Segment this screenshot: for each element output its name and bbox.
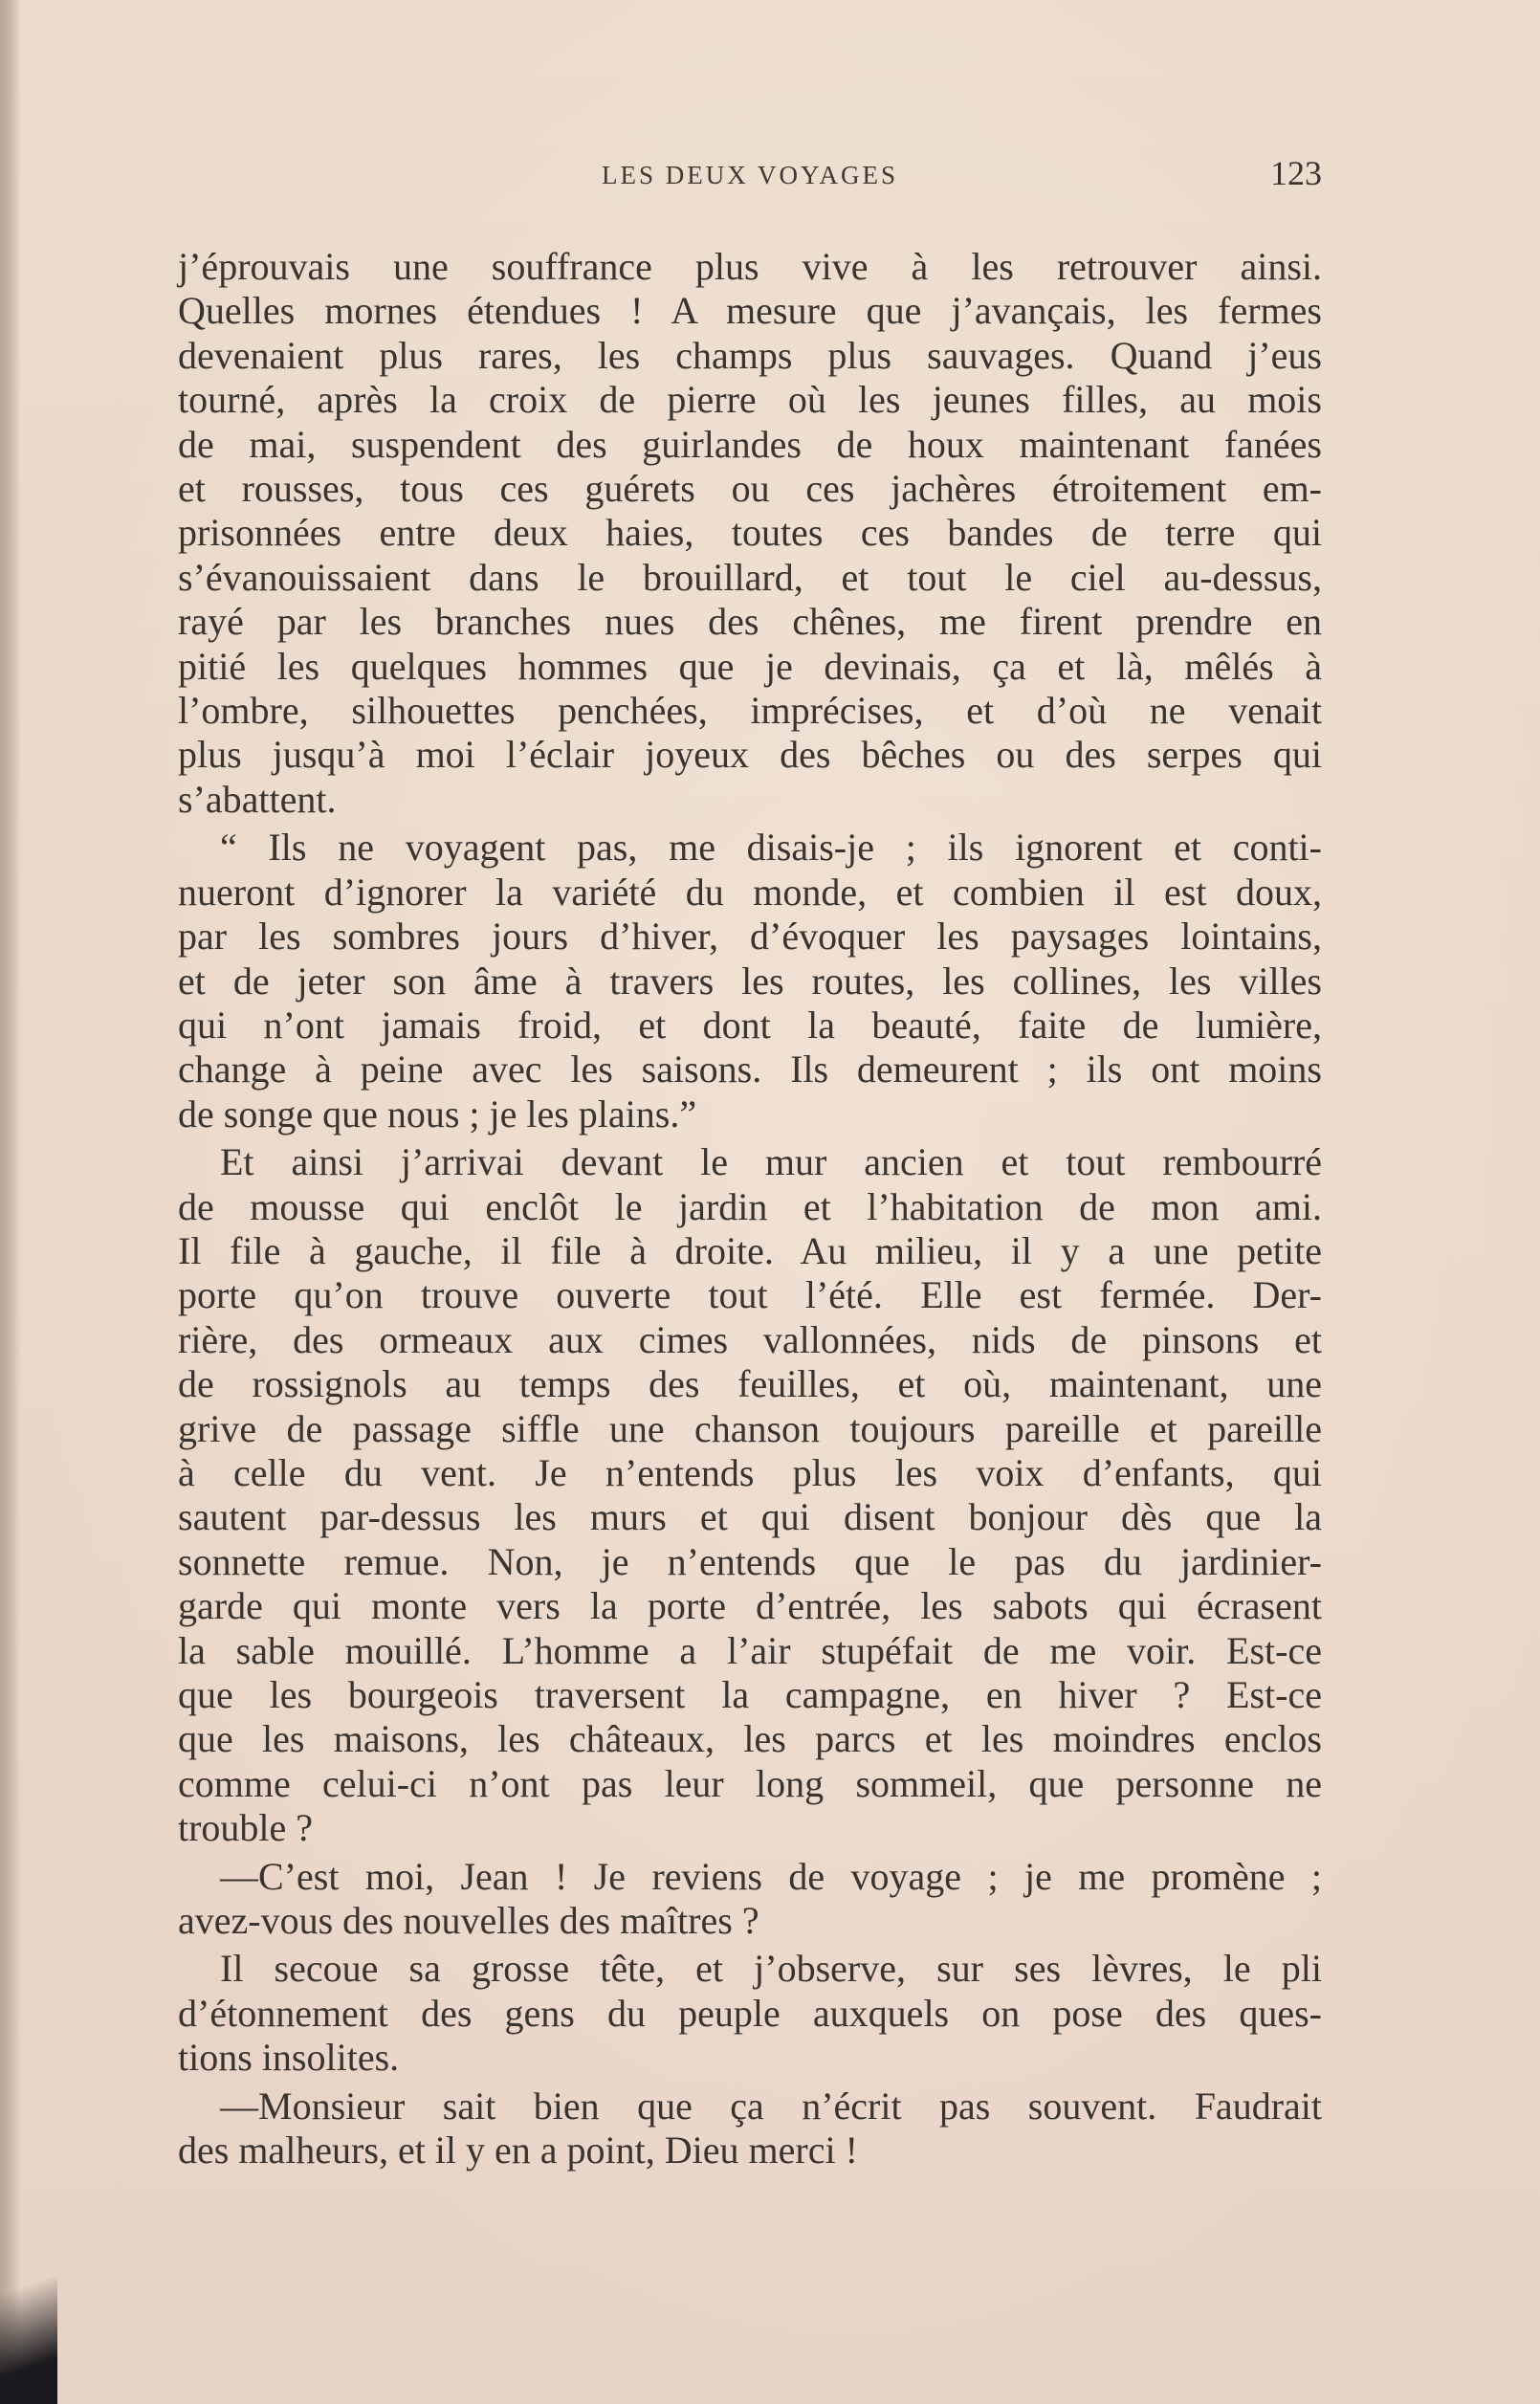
text-line: d’étonnement des gens du peuple auxquels on pose des ques- <box>178 1991 1322 2035</box>
text-line: rayé par les branches nues des chênes, me firent prendre en <box>178 600 1322 644</box>
text-line: “ Ils ne voyagent pas, me disais-je ; ils ignorent et conti- <box>220 826 1322 870</box>
text-line: sonnette remue. Non, je n’entends que le pas du jardinier- <box>178 1539 1322 1583</box>
text-line: que les maisons, les châteaux, les parcs et les moindres enclos <box>178 1717 1322 1761</box>
text-line: —C’est moi, Jean ! Je reviens de voyage ; je me promène ; <box>220 1854 1322 1898</box>
paragraph <box>178 1140 1322 1851</box>
text-line: —Monsieur sait bien que ça n’écrit pas souvent. Faudrait <box>220 2084 1322 2128</box>
text-line: de songe que nous ; je les plains.” <box>178 1092 697 1136</box>
paragraph <box>178 2084 1322 2173</box>
text-line: garde qui monte vers la porte d’entrée, les sabots qui écrasent <box>178 1584 1322 1628</box>
text-line: devenaient plus rares, les champs plus sauvages. Quand j’eus <box>178 333 1322 377</box>
text-line: nueront d’ignorer la variété du monde, et combien il est doux, <box>178 870 1322 914</box>
text-line: la sable mouillé. L’homme a l’air stupéfait de me voir. Est-ce <box>178 1628 1322 1672</box>
paragraph <box>178 1947 1322 2080</box>
text-line: de mai, suspendent des guirlandes de houx maintenant fanées <box>178 422 1322 466</box>
text-line: change à peine avec les saisons. Ils demeurent ; ils ont moins <box>178 1048 1322 1092</box>
text-line: Il secoue sa grosse tête, et j’observe, sur ses lèvres, le pli <box>220 1947 1322 1991</box>
running-title: LES DEUX VOYAGES <box>601 161 898 189</box>
page-spine-shadow <box>0 0 21 2404</box>
text-line: l’ombre, silhouettes penchées, imprécises, et d’où ne venait <box>178 689 1322 733</box>
text-line: Et ainsi j’arrivai devant le mur ancien et tout rembourré <box>220 1140 1322 1184</box>
text-line: prisonnées entre deux haies, toutes ces bandes de terre qui <box>178 511 1322 555</box>
text-line: des malheurs, et il y en a point, Dieu merci ! <box>178 2128 858 2172</box>
text-line: par les sombres jours d’hiver, d’évoquer les paysages lointains, <box>178 915 1322 959</box>
text-line: de mousse qui enclôt le jardin et l’habitation de mon ami. <box>178 1184 1322 1228</box>
text-line: Il file à gauche, il file à droite. Au milieu, il y a une petite <box>178 1228 1322 1272</box>
body-text <box>178 245 1322 2172</box>
text-line: j’éprouvais une souffrance plus vive à les retrouver ainsi. <box>178 245 1322 288</box>
text-line: et rousses, tous ces guérets ou ces jachères étroitement em- <box>178 467 1322 511</box>
text-line: que les bourgeois traversent la campagne, en hiver ? Est-ce <box>178 1673 1322 1716</box>
page-header <box>178 153 1322 195</box>
text-line: tions insolites. <box>178 2036 400 2080</box>
text-line: s’abattent. <box>178 777 337 821</box>
text-line: de rossignols au temps des feuilles, et où, maintenant, une <box>178 1362 1322 1406</box>
text-line: rière, des ormeaux aux cimes vallonnées, nids de pinsons et <box>178 1317 1322 1361</box>
corner-shadow <box>0 2239 57 2404</box>
text-line: sautent par-dessus les murs et qui disent bonjour dès que la <box>178 1495 1322 1539</box>
paragraph <box>178 1855 1322 1944</box>
text-line: s’évanouissaient dans le brouillard, et tout le ciel au-dessus, <box>178 555 1322 599</box>
text-line: qui n’ont jamais froid, et dont la beauté, faite de lumière, <box>178 1003 1322 1047</box>
text-line: à celle du vent. Je n’entends plus les voix d’enfants, qui <box>178 1450 1322 1494</box>
text-line: Quelles mornes étendues ! A mesure que j’avançais, les fermes <box>178 289 1322 333</box>
text-line: pitié les quelques hommes que je devinais, ça et là, mêlés à <box>178 644 1322 688</box>
text-line: porte qu’on trouve ouverte tout l’été. Elle est fermée. Der- <box>178 1273 1322 1317</box>
text-line: grive de passage siffle une chanson toujours pareille et pareille <box>178 1406 1322 1450</box>
page-number: 123 <box>1270 154 1322 192</box>
text-line: plus jusqu’à moi l’éclair joyeux des bêches ou des serpes qui <box>178 733 1322 777</box>
text-line: comme celui-ci n’ont pas leur long sommeil, que personne ne <box>178 1761 1322 1805</box>
text-line: et de jeter son âme à travers les routes, les collines, les villes <box>178 959 1322 1003</box>
text-line: trouble ? <box>178 1806 314 1850</box>
text-line: avez-vous des nouvelles des maîtres ? <box>178 1899 759 1943</box>
paragraph <box>178 826 1322 1136</box>
text-line: tourné, après la croix de pierre où les jeunes filles, au mois <box>178 378 1322 422</box>
paragraph <box>178 245 1322 822</box>
